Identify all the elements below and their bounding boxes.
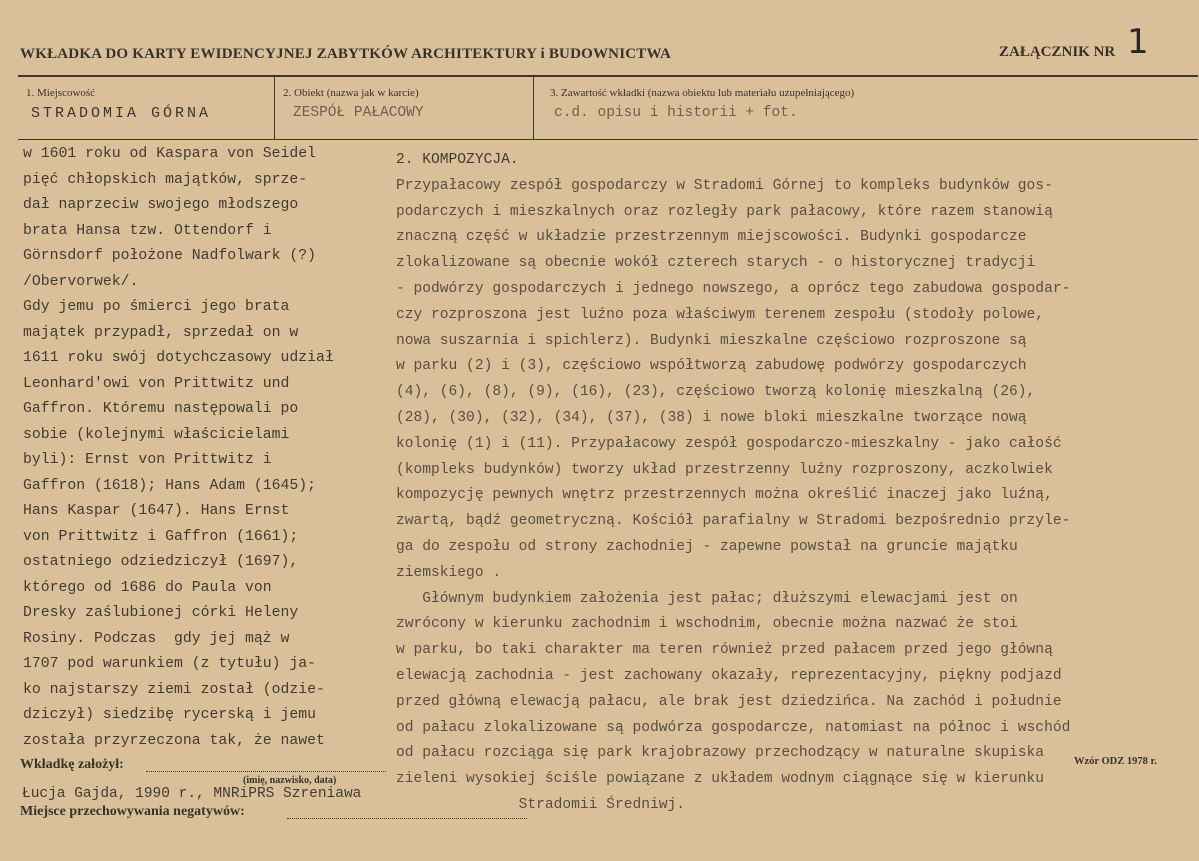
header-bottom-rule — [18, 139, 1198, 140]
locality-field — [18, 77, 274, 139]
text-line: zwartą, bądź geometryczną. Kościół parafialny w Stradomi bezpośrednio przyle- — [396, 513, 1071, 530]
text-line: Görnsdorf położone Nadfolwark (?) — [23, 248, 317, 264]
text-line: nowa suszarnia i spichlerz). Budynki mieszkalne częściowo rozproszone są — [396, 332, 1027, 349]
text-line: brata Hansa tzw. Ottendorf i — [23, 222, 272, 239]
annex-number: 1 — [1127, 22, 1149, 62]
created-by-value: Łucja Gajda, 1990 r., MNRiPRS Szreniawa — [22, 786, 362, 802]
created-by-hint: (imię, nazwisko, data) — [243, 775, 337, 786]
text-line: kompozycję pewnych wnętrz przestrzennych można określić inaczej jako luźną, — [396, 487, 1053, 504]
text-line: w parku (2) i (3), częściowo współtworzą zabudowę podwórzy gospodarczych — [396, 358, 1027, 375]
text-line: dziczył) siedzibę rycerską i jemu — [23, 707, 317, 723]
content-field — [534, 77, 1198, 139]
form-version: Wzór ODZ 1978 r. — [1074, 756, 1157, 767]
created-by-label: Wkładkę założył: — [20, 757, 124, 772]
text-line: Rosiny. Podczas gdy jej mąż w — [23, 630, 290, 647]
text-line: ko najstarszy ziemi został (odzie- — [23, 681, 325, 698]
negatives-location-line — [287, 818, 527, 819]
form-title: WKŁADKA DO KARTY EWIDENCYJNEJ ZABYTKÓW ARCHITEKTURY i BUDOWNICTWA — [20, 46, 672, 62]
text-line: od pałacu zlokalizowane są podwórza gospodarcze, natomiast na północ i wschód — [396, 719, 1071, 736]
text-line: (kompleks budynków) tworzy układ przestrzenny luźny rozproszony, aczkolwiek — [396, 461, 1053, 478]
text-line: zwrócony w kierunku zachodnim i wschodnim, obecnie można nazwać że stoi — [396, 616, 1018, 633]
text-line: w parku, bo taki charakter ma teren również przed pałacem przed jego główną — [396, 642, 1053, 659]
text-line: w 1601 roku od Kaspara von Seidel — [23, 146, 317, 162]
text-line: /Obervorwek/. — [23, 273, 139, 290]
text-line: podarczych i mieszkalnych oraz rozległy park pałacowy, które razem stanowią — [396, 203, 1053, 220]
object-label: 2. Obiekt (nazwa jak w karcie) — [283, 87, 419, 99]
text-line: znaczną część w układzie przestrzennym miejscowości. Budynki gospodarcze — [396, 229, 1027, 246]
text-line: von Prittwitz i Gaffron (1661); — [23, 528, 299, 545]
text-line: Przypałacowy zespół gospodarczy w Stradomi Górnej to kompleks budynków gos- — [396, 177, 1053, 194]
text-line: Gaffron. Któremu następowali po — [23, 401, 299, 417]
text-line: zlokalizowane są obecnie wokół czterech starych - o historycznej tradycji — [396, 255, 1036, 272]
content-label: 3. Zawartość wkładki (nazwa obiektu lub materiału uzupełniającego) — [550, 87, 855, 99]
text-line: od pałacu rozciąga się park krajobrazowy przechodzący w naturalne skupiska — [396, 745, 1045, 762]
text-line: przed główną elewacją pałacu, ale brak jest dziedzińca. Na zachód i południe — [396, 693, 1062, 710]
text-line: Leonhard'owi von Prittwitz und — [23, 375, 290, 392]
text-line: Dresky zaślubionej córki Heleny — [23, 605, 299, 621]
annex-label: ZAŁĄCZNIK NR — [999, 44, 1116, 60]
text-line: Stradomii Średniwj. — [396, 796, 686, 813]
text-line: ostatniego odziedziczył (1697), — [23, 554, 299, 570]
content-value: c.d. opisu i historii + fot. — [554, 105, 798, 121]
text-line: byli): Ernst von Prittwitz i — [23, 452, 272, 468]
object-value: ZESPÓŁ PAŁACOWY — [293, 105, 424, 121]
text-line: Głównym budynkiem założenia jest pałac; dłuższymi elewacjami jest on — [396, 590, 1018, 607]
text-line: ga do zespołu od strony zachodniej - zapewne powstał na gruncie majątku — [396, 538, 1018, 555]
created-by-line — [146, 771, 386, 772]
text-line: sobie (kolejnymi właścicielami — [23, 426, 290, 443]
text-line: ziemskiego . — [396, 564, 502, 581]
negatives-location-label: Miejsce przechowywania negatywów: — [20, 804, 245, 819]
composition-text-column — [396, 148, 1186, 819]
text-line: którego od 1686 do Paula von — [23, 579, 272, 596]
section-heading: 2. KOMPOZYCJA. — [396, 152, 519, 168]
text-line: Gdy jemu po śmierci jego brata — [23, 299, 290, 315]
locality-label: 1. Miejscowość — [26, 87, 96, 99]
text-line: Hans Kaspar (1647). Hans Ernst — [23, 503, 290, 519]
text-line: majątek przypadł, sprzedał on w — [23, 324, 299, 341]
text-line: czy rozproszona jest luźno poza właściwym terenem zespołu (stodoły polowe, — [396, 306, 1045, 323]
text-line: (28), (30), (32), (34), (37), (38) i nowe bloki mieszkalne tworzące nową — [396, 409, 1027, 426]
text-line: pięć chłopskich majątków, sprze- — [23, 171, 308, 188]
object-field — [275, 77, 533, 139]
text-line: zieleni wysokiej ściśle powiązane z układem wodnym ciągnące się w kierunku — [396, 771, 1045, 788]
text-line: - podwórzy gospodarczych i jednego nowszego, a oprócz tego zabudowa gospodar- — [396, 280, 1071, 297]
text-line: dał naprzeciw swojego młodszego — [23, 197, 299, 213]
text-line: 1611 roku swój dotychczasowy udział — [23, 350, 334, 366]
locality-value: STRADOMIA GÓRNA — [31, 105, 212, 122]
text-line: została przyrzeczona tak, że nawet — [23, 732, 325, 749]
text-line: Gaffron (1618); Hans Adam (1645); — [23, 477, 317, 494]
text-line: elewacją zachodnia - jest zachowany okazały, reprezentacyjny, piękny podjazd — [396, 667, 1062, 684]
text-line: 1707 pod warunkiem (z tytułu) ja- — [23, 656, 317, 672]
text-line: (4), (6), (8), (9), (16), (23), częściowo tworzą kolonię mieszkalną (26), — [396, 384, 1036, 401]
history-text-column — [23, 142, 383, 754]
text-line: kolonię (1) i (11). Przypałacowy zespół gospodarczo-mieszkalny - jako całość — [396, 435, 1062, 452]
